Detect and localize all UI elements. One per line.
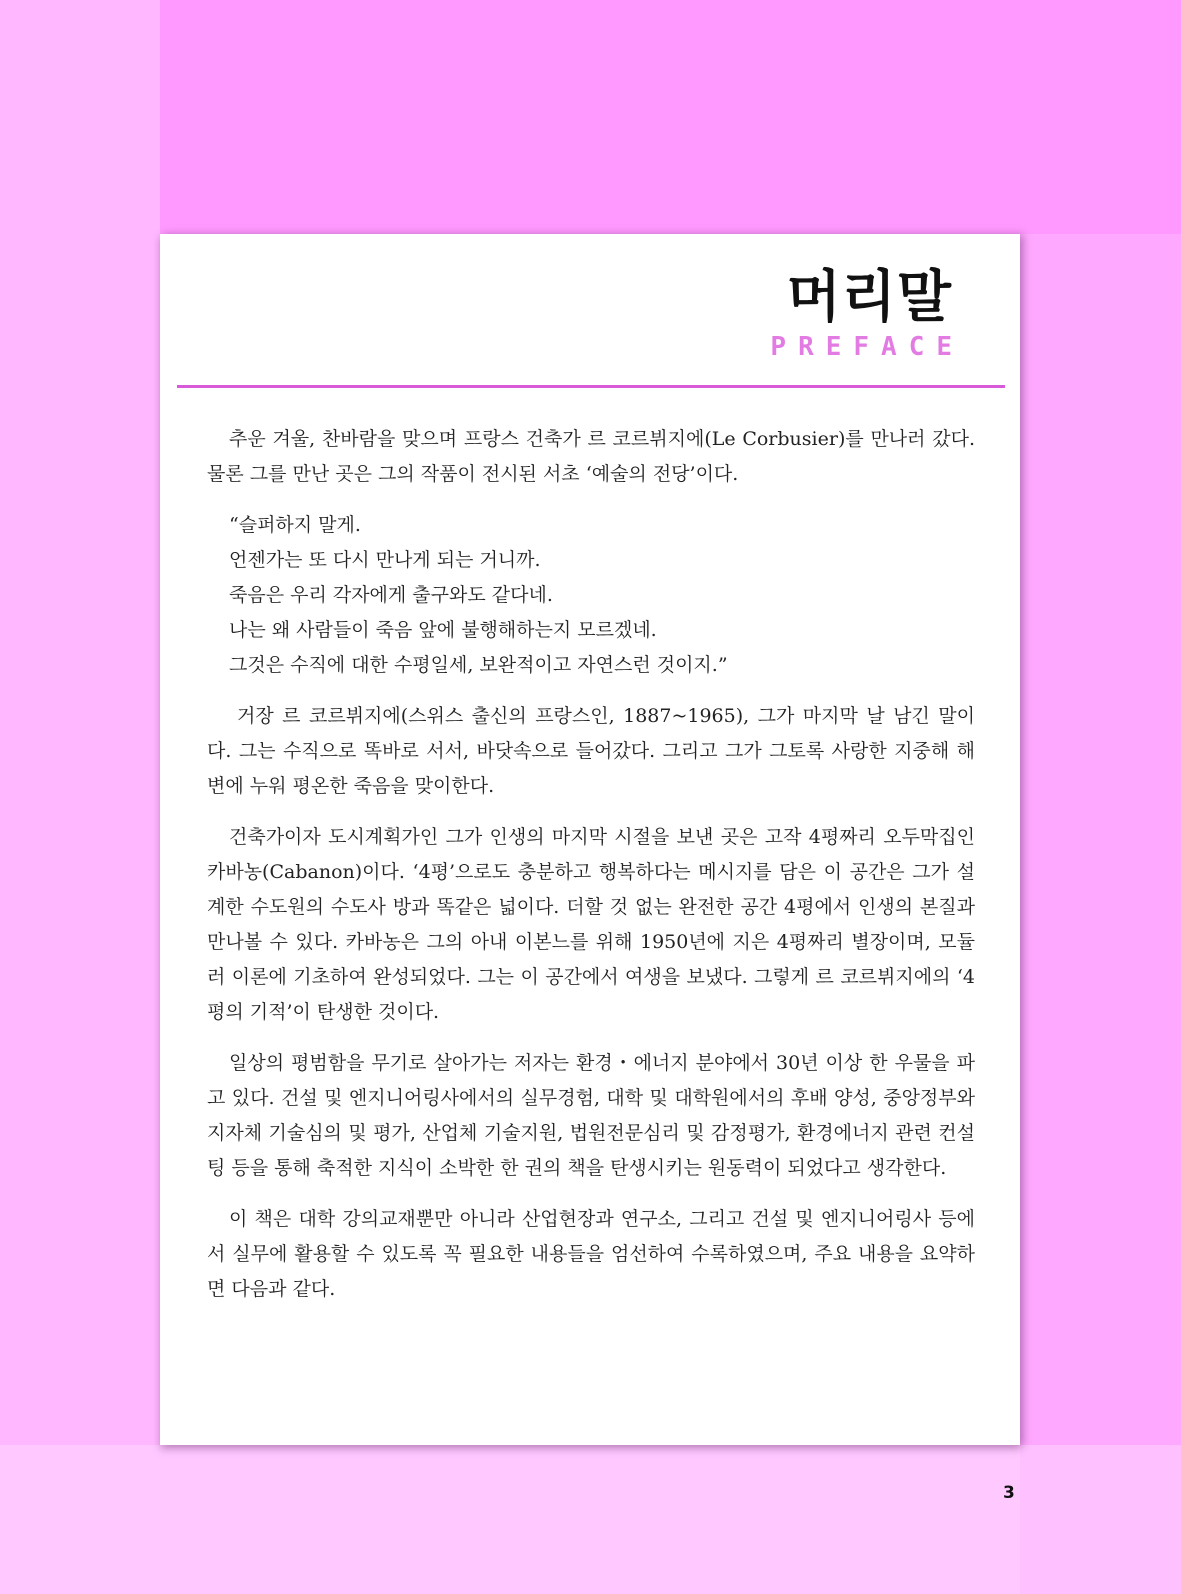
paragraph-intro: 추운 겨울, 찬바람을 맞으며 프랑스 건축가 르 코르뷔지에(Le Corbusier)를 만나러 갔다. 물론 그를 만난 곳은 그의 작품이 전시된 서초 ‘예술의 전당’이다. (207, 428, 975, 485)
quote-line: “슬퍼하지 말게. (229, 514, 361, 536)
paragraph-cabanon: 건축가이자 도시계획가인 그가 인생의 마지막 시절을 보낸 곳은 고작 4평짜리 오두막집인 카바농(Cabanon)이다. ‘4평’으로도 충분하고 행복하다는 메시지를 담은 이 공간은 그가 설계한 수도원의 수도사 방과 똑같은 넓이다. 더할 것 없는 완전한 공간 4평에서 인생의 본질과 만나볼 수 있다. 카바농은 그의 아내 이본느를 위해 1950년에 지은 4평짜리 별장이며, 모듈러 이론에 기초하여 완성되었다. 그는 이 공간에서 여생을 보냈다. 그렇게 르 코르뷔지에의 ‘4평의 기적’이 탄생한 것이다. (207, 826, 975, 1023)
frame-bottom (0, 1445, 1020, 1594)
quote-line: 그것은 수직에 대한 수평일세, 보완적이고 자연스런 것이지.” (229, 654, 728, 676)
body-text (207, 422, 975, 1323)
page-number: 3 (1003, 1483, 1015, 1503)
quote-line: 나는 왜 사람들이 죽음 앞에 불행해하는지 모르겠네. (229, 619, 657, 641)
paragraph-book-purpose: 이 책은 대학 강의교재뿐만 아니라 산업현장과 연구소, 그리고 건설 및 엔지니어링사 등에서 실무에 활용할 수 있도록 꼭 필요한 내용들을 엄선하여 수록하였으며, 주요 내용을 요약하면 다음과 같다. (207, 1208, 975, 1300)
frame-top (160, 0, 1181, 234)
frame-right (1020, 234, 1181, 1594)
quote-block (229, 508, 975, 683)
paragraph-author: 일상의 평범함을 무기로 살아가는 저자는 환경・에너지 분야에서 30년 이상 한 우물을 파고 있다. 건설 및 엔지니어링사에서의 실무경험, 대학 및 대학원에서의 후배 양성, 중앙정부와 지자체 기술심의 및 평가, 산업체 기술지원, 법원전문심리 및 감정평가, 환경에너지 관련 컨설팅 등을 통해 축적한 지식이 소박한 한 권의 책을 탄생시키는 원동력이 되었다고 생각한다. (207, 1052, 975, 1179)
quote-line: 죽음은 우리 각자에게 출구와도 같다네. (229, 584, 553, 606)
paragraph-last-words: 거장 르 코르뷔지에(스위스 출신의 프랑스인, 1887~1965), 그가 마지막 날 남긴 말이다. 그는 수직으로 똑바로 서서, 바닷속으로 들어갔다. 그리고 그가 그토록 사랑한 지중해 해변에 누워 평온한 죽음을 맞이한다. (207, 705, 975, 797)
quote-line: 언젠가는 또 다시 만나게 되는 거니까. (229, 549, 541, 571)
frame-bottom-right (1020, 1445, 1181, 1594)
page-subtitle: PREFACE (770, 332, 964, 362)
page-sheet (160, 234, 1020, 1445)
page-title: 머리말 (786, 265, 952, 330)
title-divider (177, 385, 1005, 388)
frame-left (0, 0, 160, 1594)
